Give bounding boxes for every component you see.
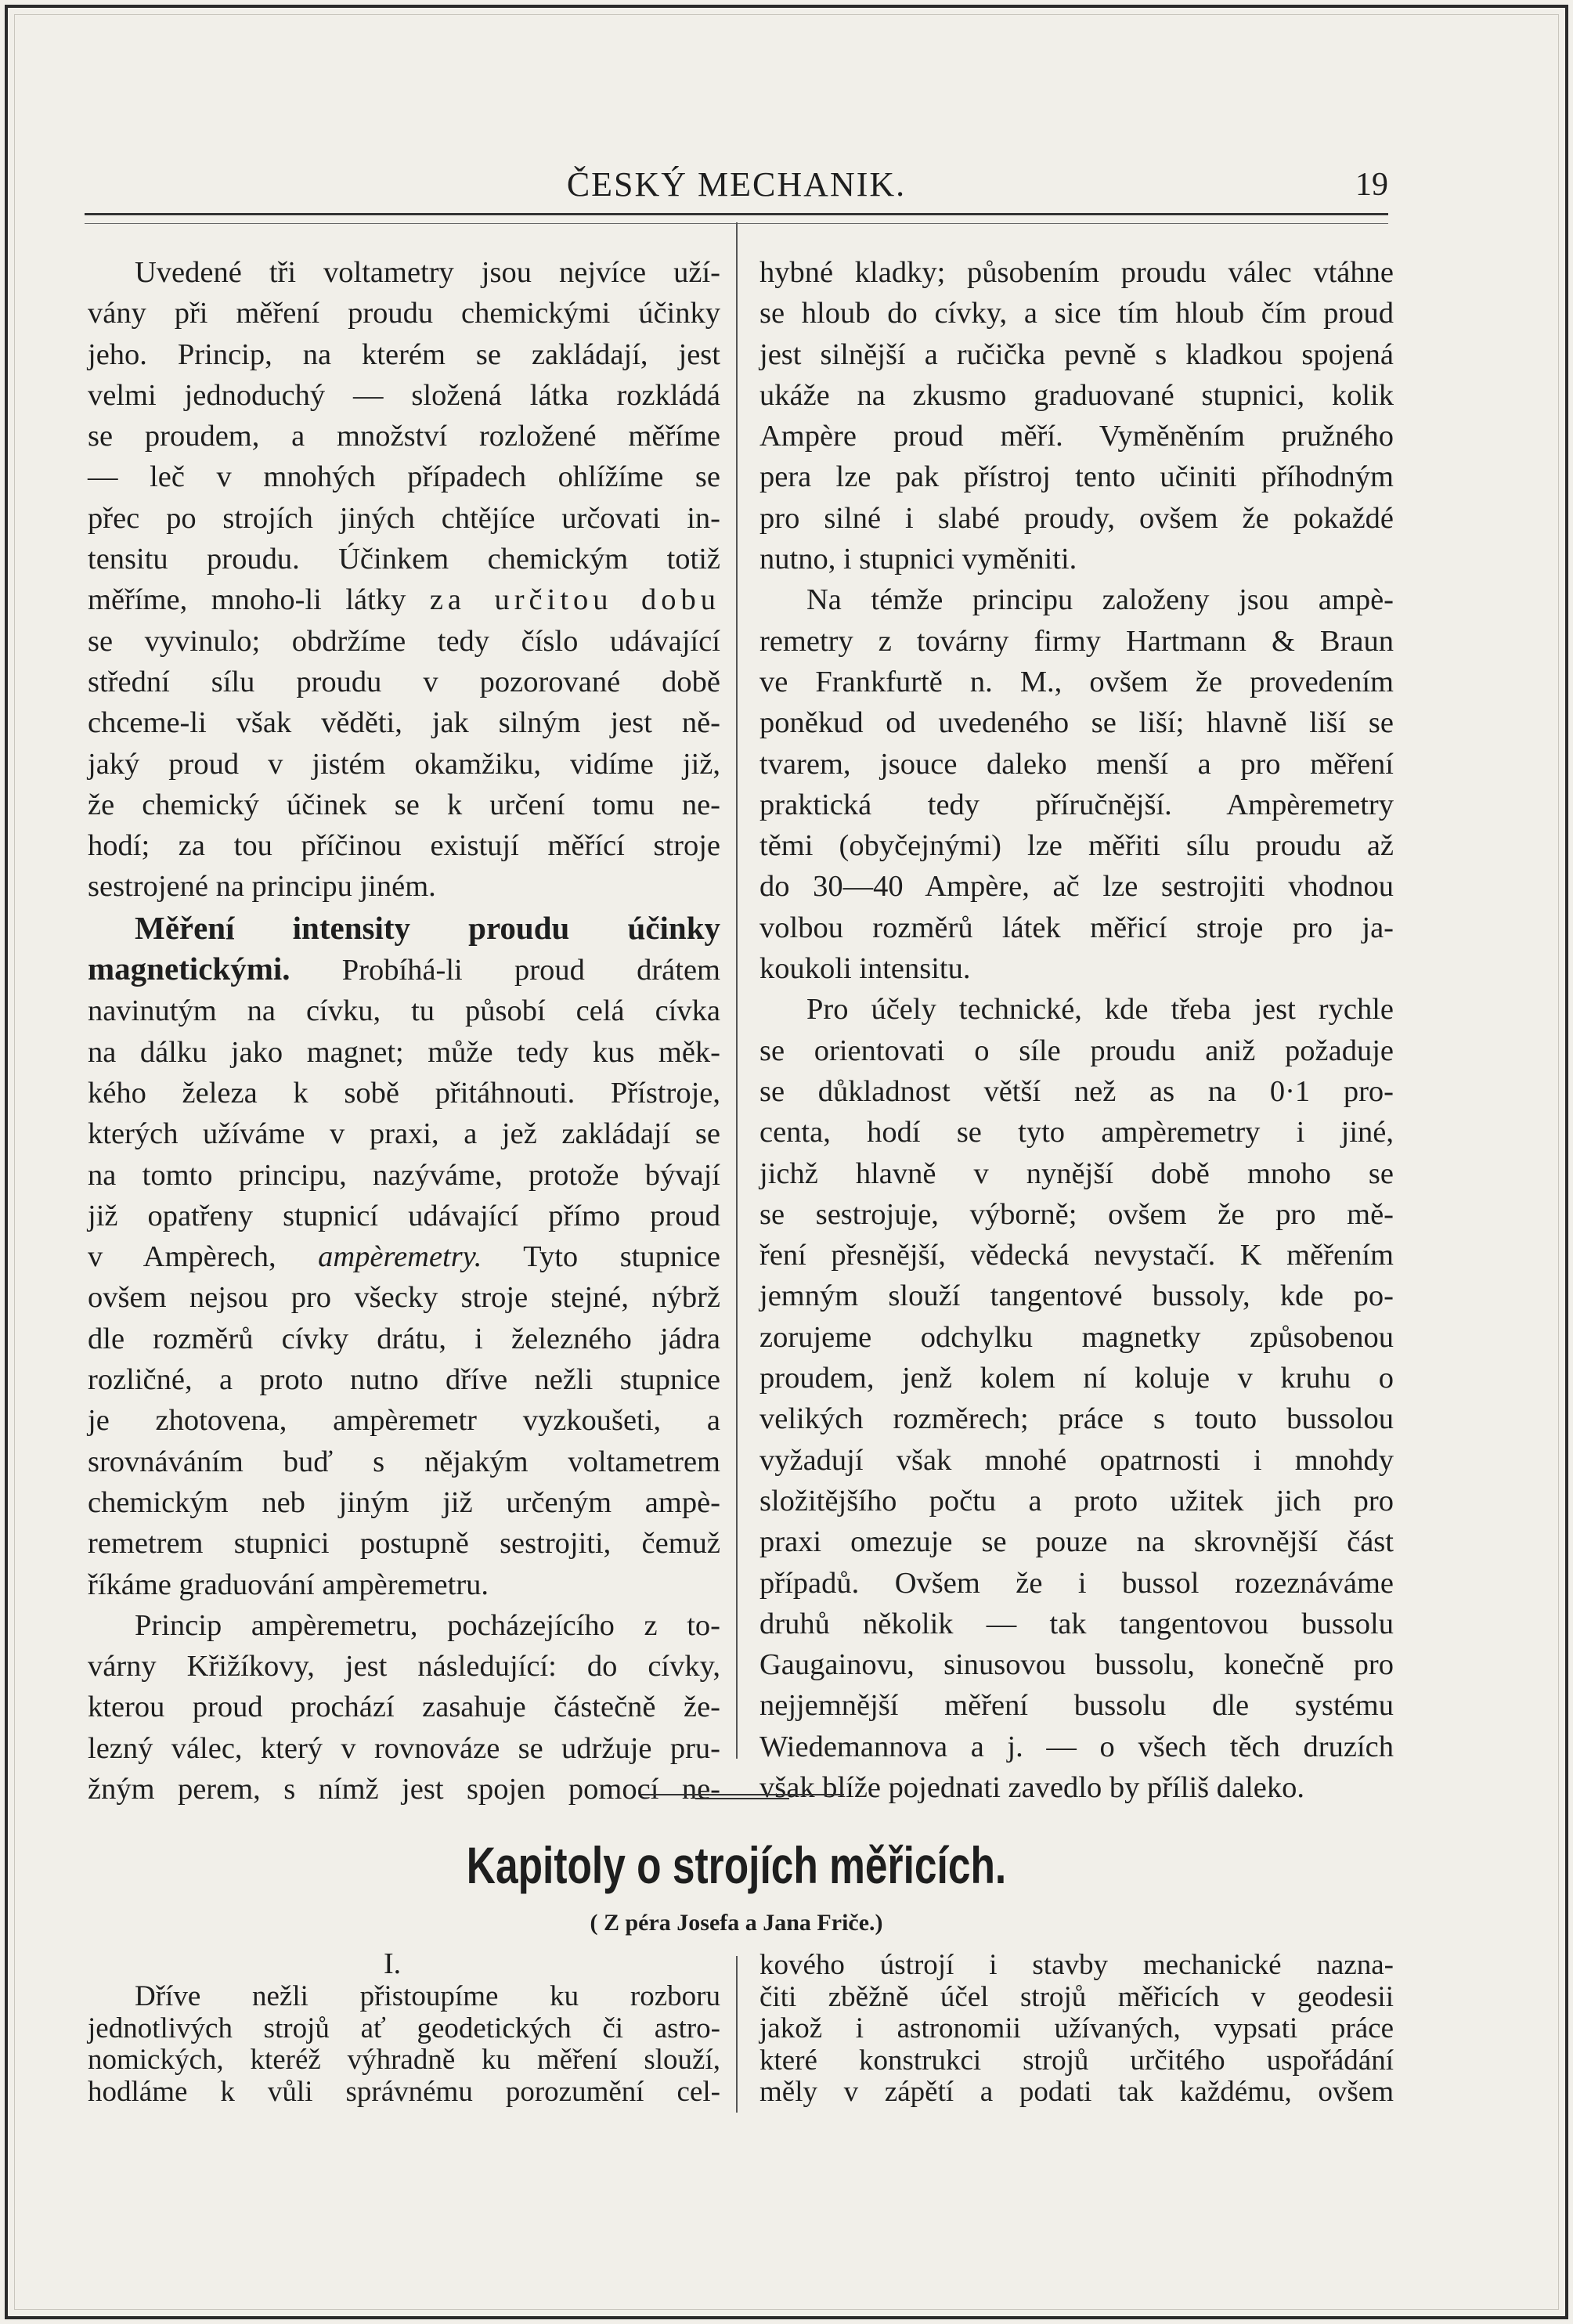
text-line: praxi omezuje se pouze na skrovnější část	[759, 1525, 1394, 1559]
column-divider	[736, 222, 738, 1759]
text-line: centa, hodí se tyto ampèremetry i jiné,	[759, 1116, 1394, 1149]
page-number: 19	[1355, 167, 1388, 203]
text-line: říkáme graduování ampèremetru.	[88, 1568, 489, 1601]
text-line: srovnáváním buď s nějakým voltametrem	[88, 1445, 720, 1478]
text-line: již opatřeny stupnicí udávající přímo proud	[88, 1199, 720, 1232]
text-line: hodláme k vůli správnému porozumění cel-	[88, 2075, 720, 2108]
text-line: do 30—40 Ampère, ač lze sestrojiti vhodnou	[759, 870, 1394, 904]
text-line: tensitu proudu. Účinkem chemickým totiž	[88, 543, 720, 576]
text-line: jichž hlavně v nynější době mnoho se	[759, 1157, 1394, 1190]
text-fragment: Tyto stupnice	[482, 1240, 720, 1274]
paragraph	[88, 252, 720, 293]
text-fragment: v Ampèrech,	[88, 1240, 319, 1274]
article-title: Kapitoly o strojích měřicích.	[466, 1836, 1007, 1894]
text-line: Ampère proud měří. Vyměněním pružného	[759, 420, 1394, 453]
text-line: které konstrukci strojů určitého uspořádání	[759, 2044, 1394, 2077]
text-line: proudem, jenž kolem ní koluje v kruhu o	[759, 1362, 1394, 1395]
text-line: nejjemnější měření bussolu dle systému	[759, 1689, 1394, 1723]
text-line: — leč v mnohých případech ohlížíme se	[88, 460, 720, 494]
text-line: volbou rozměrů látek měřicí stroje pro ja-	[759, 911, 1394, 944]
text-line: Na témže principu založeny jsou ampè-	[806, 583, 1394, 617]
italic-term: ampèremetry.	[318, 1240, 482, 1274]
text-line: hybné kladky; působením proudu válec vtáhne	[759, 256, 1394, 289]
text-line: ukáže na zkusmo graduované stupnici, kolik	[759, 378, 1394, 412]
separator-line	[640, 1794, 844, 1795]
text-line: nomických, kteréž výhradně ku měření slouží,	[88, 2044, 720, 2076]
text-line: Uvedené tři voltametry jsou nejvíce uží-	[135, 256, 720, 289]
text-line: velmi jednoduchý — složená látka rozkládá	[88, 378, 720, 412]
text-line: Gaugainovu, sinusovou bussolu, konečně pro	[759, 1648, 1394, 1682]
column-divider	[736, 1956, 738, 2113]
paragraph	[88, 1981, 720, 2013]
paragraph-continuation	[759, 252, 1394, 579]
text-line: vyžadují však mnohé opatrnosti i mnohdy	[759, 1443, 1394, 1477]
text-line: jednotlivých strojů ať geodetických či astro-	[88, 2012, 720, 2044]
paragraph	[88, 908, 720, 948]
text-line: však blíže pojednati zavedlo by příliš daleko.	[759, 1770, 1305, 1804]
text-line: se sestrojuje, výborně; ovšem že pro mě-	[759, 1197, 1394, 1231]
text-line: je zhotovena, ampèremetr vyzkoušeti, a	[88, 1404, 720, 1438]
text-line: Wiedemannova a j. — o všech těch druzích	[759, 1730, 1394, 1763]
text-line: kterou proud prochází zasahuje částečně že-	[88, 1691, 720, 1724]
text-line: ve Frankfurtě n. M., ovšem že provedením	[759, 665, 1394, 698]
text-line: kého železa k sobě přitáhnouti. Přístroje,	[88, 1076, 720, 1110]
text-line: druhů několik — tak tangentovou bussolu	[759, 1607, 1394, 1640]
text-line: se orientovati o síle proudu aniž požaduje	[759, 1034, 1394, 1067]
text-line: tvarem, jsouce daleko menší a pro měření	[759, 747, 1394, 781]
section-heading-end: magnetickými.	[88, 951, 290, 987]
separator-line	[695, 1798, 789, 1799]
text-line: poněkud od uvedeného se liší; hlavně liší se	[759, 706, 1394, 740]
text-line: navinutým na cívku, tu působí celá cívka	[88, 994, 720, 1028]
text-line: že chemický účinek se k určení tomu ne-	[88, 788, 720, 821]
text-line: chceme-li však věděti, jak silným jest ně-	[88, 706, 720, 740]
text-line: Princip ampèremetru, pocházejícího z to-	[135, 1608, 720, 1642]
text-line	[88, 579, 720, 620]
text-line: zorujeme odchylku magnetky způsobenou	[759, 1320, 1394, 1354]
text-line	[88, 1236, 720, 1277]
text-line: lezný válec, který v rovnováze se udržuje pru-	[88, 1731, 720, 1765]
paragraph-continuation	[759, 1030, 1394, 1809]
text-line: Dříve nežli přistoupíme ku rozboru	[135, 1980, 720, 2012]
text-line: se hloub do cívky, a sice tím hloub čím proud	[759, 297, 1394, 330]
paragraph-continuation	[759, 621, 1394, 990]
text-line: ření přesnější, vědecká nevystačí. K měřením	[759, 1239, 1394, 1272]
article-left-column	[88, 1981, 720, 2108]
text-line: vány při měření proudu chemickými účinky	[88, 297, 720, 330]
text-line: kového ústrojí i stavby mechanické nazna-	[759, 1949, 1394, 1981]
section-separator	[640, 1794, 844, 1799]
text-line: sestrojené na principu jiném.	[88, 870, 436, 904]
paragraph-continuation	[88, 2013, 720, 2109]
text-line: Pro účely technické, kde třeba jest rychle	[806, 993, 1394, 1027]
text-line: chemickým neb jiným již určeným ampè-	[88, 1485, 720, 1519]
text-line: jeho. Princip, na kterém se zakládají, jest	[88, 337, 720, 371]
paragraph-continuation	[88, 1646, 720, 1810]
paragraph-continuation	[88, 948, 720, 1605]
text-line: jemným slouží tangentové bussoly, kde po-	[759, 1279, 1394, 1313]
text-line: hodí; za tou příčinou existují měřící stroje	[88, 829, 720, 863]
text-line: pro silné i slabé proudy, ovšem že pokaždé	[759, 501, 1394, 535]
paragraph	[88, 1605, 720, 1646]
text-line: koukoli intensitu.	[759, 952, 971, 986]
text-line: nutno, i stupnici vyměniti.	[759, 543, 1077, 576]
text-line: ovšem nejsou pro všecky stroje stejné, nýbrž	[88, 1281, 720, 1315]
text-line: dle rozměrů cívky drátu, i železného jádra	[88, 1322, 720, 1355]
text-line: na dálku jako magnet; může tedy kus měk-	[88, 1035, 720, 1069]
text-line: střední sílu proudu v pozorované době	[88, 665, 720, 698]
text-line: jaký proud v jistém okamžiku, vidíme již,	[88, 747, 720, 781]
text-line: měly v zápětí a podati tak každému, ovšem	[759, 2076, 1394, 2108]
text-line: se proudem, a množství rozložené měříme	[88, 420, 720, 453]
text-line: složitějšího počtu a proto užitek jich pro	[759, 1484, 1394, 1517]
article-right-column	[759, 1950, 1394, 2109]
right-column	[759, 252, 1394, 1808]
paragraph	[759, 579, 1394, 620]
text-line: se vyvinulo; obdržíme tedy číslo udávající	[88, 624, 720, 658]
text-line: přec po strojích jiných chtějíce určovati in-	[88, 501, 720, 535]
running-header	[85, 161, 1388, 208]
text-line: žným perem, s nímž jest spojen pomocí ne-	[88, 1772, 720, 1806]
text-line: jakož i astronomii užívaných, vypsati práce	[759, 2012, 1394, 2044]
text-line: remetrem stupnici postupně sestrojiti, čemuž	[88, 1527, 720, 1561]
paragraph-continuation	[88, 293, 720, 907]
text-line	[88, 948, 720, 991]
section-number: I.	[384, 1947, 402, 1980]
text-fragment: měříme, mnoho-li látky	[88, 583, 406, 617]
text-line: remetry z továrny firmy Hartmann & Braun	[759, 624, 1394, 658]
section-heading: Měření intensity proudu účinky	[135, 909, 720, 946]
text-line: várny Křižíkovy, jest následující: do cívky,	[88, 1650, 720, 1683]
paragraph	[759, 989, 1394, 1030]
text-line: případů. Ovšem že i bussol rozeznáváme	[759, 1566, 1394, 1600]
journal-title: ČESKÝ MECHANIK.	[566, 165, 907, 204]
paragraph-continuation	[759, 1950, 1394, 2109]
text-line: kterých užíváme v praxi, a jež zakládají se	[88, 1117, 720, 1151]
article-byline: ( Z péra Josefa a Jana Friče.)	[590, 1910, 883, 1936]
text-fragment: Probíhá-li proud drátem	[290, 954, 720, 987]
text-line: čiti zběžně účel strojů měřicích v geodesii	[759, 1980, 1394, 2013]
text-line: na tomto principu, nazýváme, protože bývají	[88, 1158, 720, 1192]
text-line: jest silnější a ručička pevně s kladkou spojená	[759, 337, 1394, 371]
text-line: těmi (obyčejnými) lze měřiti sílu proudu až	[759, 829, 1394, 863]
text-line: praktická tedy příručnější. Ampèremetry	[759, 788, 1394, 821]
text-line: se důkladnost větší než as na 0·1 pro-	[759, 1074, 1394, 1108]
emphasis-spaced: za určitou dobu	[429, 583, 721, 617]
text-line: velikých rozměrech; práce s touto bussolou	[759, 1402, 1394, 1436]
text-line: rozličné, a proto nutno dříve nežli stupnice	[88, 1363, 720, 1397]
text-line: pera lze pak přístroj tento učiniti příhodným	[759, 460, 1394, 494]
left-column	[88, 252, 720, 1810]
